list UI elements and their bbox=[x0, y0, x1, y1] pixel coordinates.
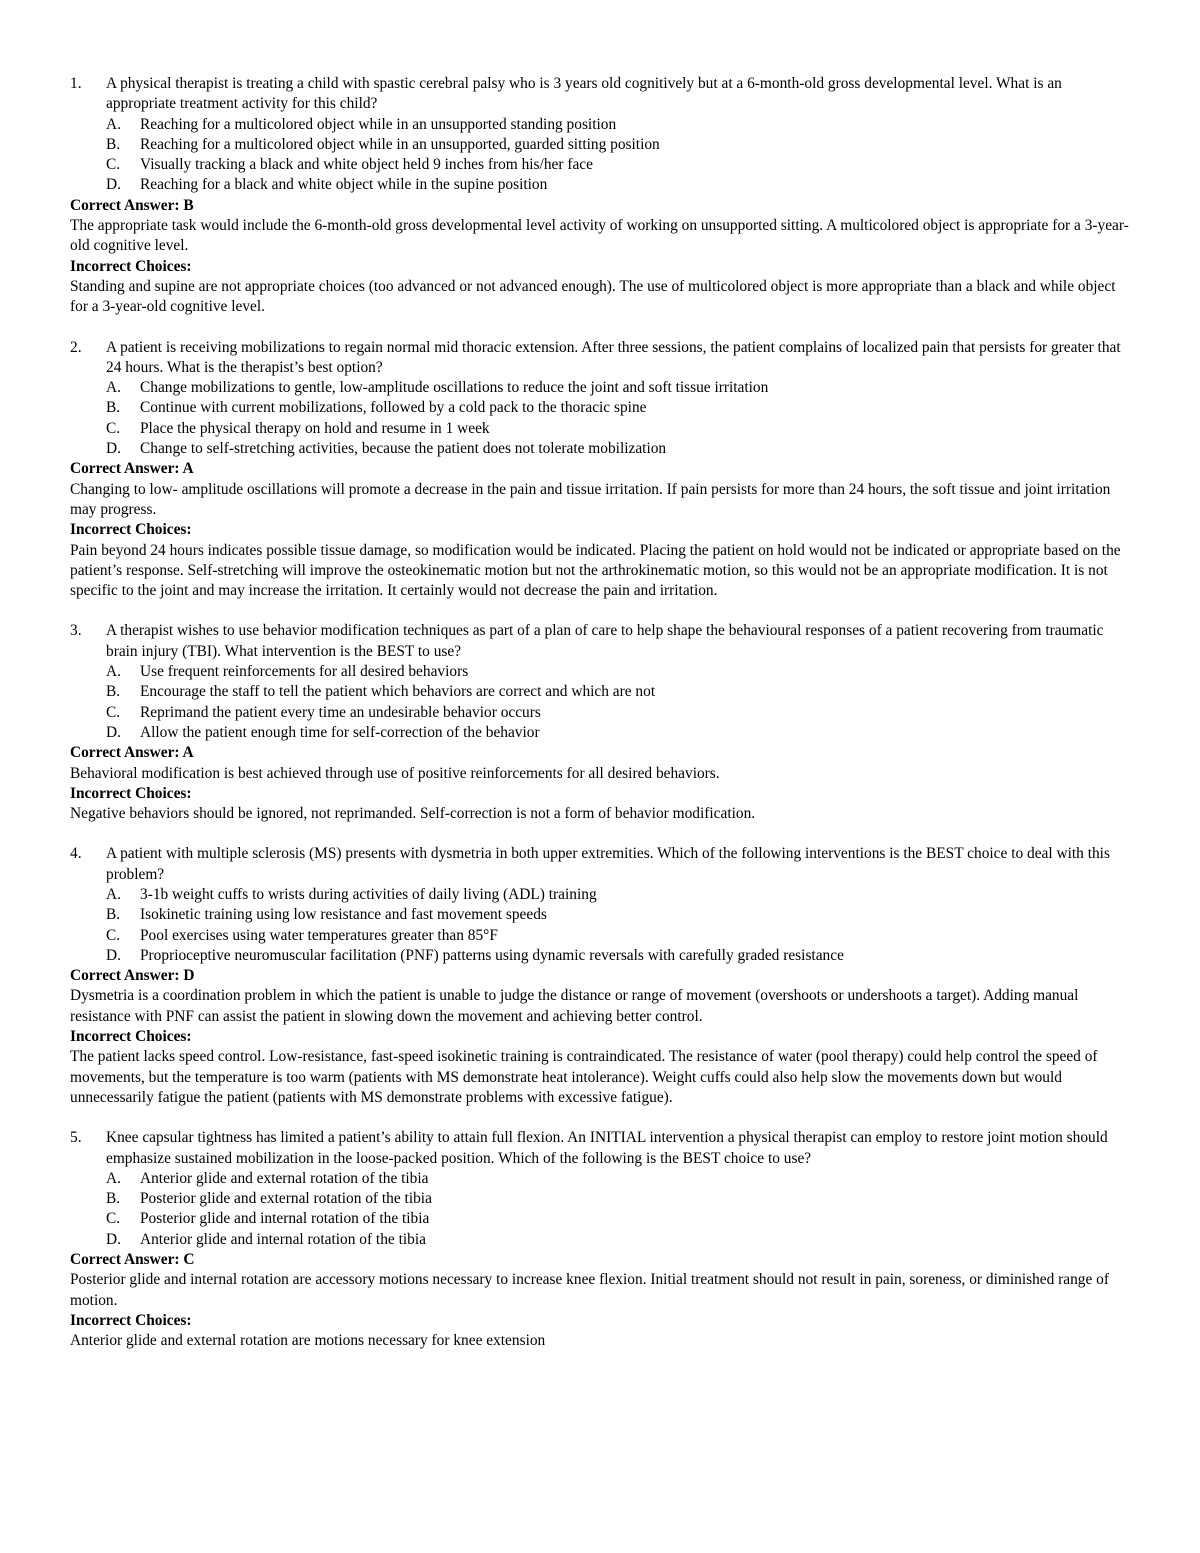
correct-answer-label: Correct Answer: A bbox=[70, 460, 194, 478]
option-letter: D. bbox=[106, 176, 121, 194]
option-c bbox=[106, 419, 1132, 439]
option-text: Reaching for a black and white object while in the supine position bbox=[140, 176, 548, 194]
explanation-text: Posterior glide and internal rotation are accessory motions necessary to increase knee flexion. Initial treatment should not result in pain, soreness, or diminished range of motion. bbox=[70, 1271, 1109, 1309]
option-letter: B. bbox=[106, 399, 121, 417]
option-letter: B. bbox=[106, 906, 121, 924]
option-a bbox=[106, 115, 1132, 135]
option-d bbox=[106, 1230, 1132, 1250]
option-b bbox=[106, 398, 1132, 418]
option-letter: D. bbox=[106, 723, 121, 741]
option-text: Reprimand the patient every time an undesirable behavior occurs bbox=[140, 703, 541, 721]
option-text: Posterior glide and internal rotation of the tibia bbox=[140, 1210, 430, 1228]
incorrect-choices-text: Standing and supine are not appropriate choices (too advanced or not advanced enough). The use of multicolored object is more appropriate than a black and while object for a 3-year-old cognitive level. bbox=[70, 277, 1116, 316]
option-text: Encourage the staff to tell the patient which behaviors are correct and which are not bbox=[140, 683, 656, 701]
option-text: Change to self-stretching activities, because the patient does not tolerate mobilization bbox=[140, 440, 667, 458]
incorrect-choices-label: Incorrect Choices: bbox=[70, 1311, 192, 1329]
option-text: 3-1b weight cuffs to wrists during activities of daily living (ADL) training bbox=[140, 885, 597, 903]
option-a bbox=[106, 378, 1132, 398]
option-text: Posterior glide and external rotation of the tibia bbox=[140, 1190, 432, 1208]
correct-answer-label: Correct Answer: A bbox=[70, 744, 194, 762]
question-stem bbox=[70, 844, 1132, 885]
question-5 bbox=[70, 1128, 1132, 1351]
incorrect-choices-text: The patient lacks speed control. Low-resistance, fast-speed isokinetic training is contraindicated. The resistance of water (pool therapy) could help control the speed of movements, but the temperature is too warm (patients with MS demonstrate heat intolerance). Weight cuffs could also help slow the movements down but would unnecessarily fatigue the patient (patients with MS demonstrate problems with excessive fatigue). bbox=[70, 1048, 1098, 1106]
option-text: Pool exercises using water temperatures greater than 85°F bbox=[140, 926, 498, 944]
question-number: 2. bbox=[70, 338, 82, 356]
explanation-text: Dysmetria is a coordination problem in which the patient is unable to judge the distance or range of movement (overshoots or undershoots a target). Adding manual resistance with PNF can assist the patient in slowing down the movement and achieving better control. bbox=[70, 987, 1079, 1025]
option-c bbox=[106, 1209, 1132, 1229]
explanation-text: Changing to low- amplitude oscillations will promote a decrease in the pain and tissue irritation. If pain persists for more than 24 hours, the soft tissue and joint irritation may progress. bbox=[70, 480, 1111, 518]
option-letter: D. bbox=[106, 946, 121, 964]
question-text: Knee capsular tightness has limited a patient’s ability to attain full flexion. An INITIAL intervention a physical therapist can employ to restore joint motion should emphasize sustained mobilization in the loose-packed position. Which of the following is the BEST choice to use? bbox=[106, 1129, 1108, 1167]
incorrect-choices-label: Incorrect Choices: bbox=[70, 784, 192, 802]
incorrect-choices-label: Incorrect Choices: bbox=[70, 257, 192, 275]
option-letter: D. bbox=[106, 440, 121, 458]
question-text: A patient with multiple sclerosis (MS) presents with dysmetria in both upper extremities. Which of the following interventions is the BEST choice to deal with this problem? bbox=[106, 845, 1110, 883]
option-letter: C. bbox=[106, 926, 121, 944]
option-letter: C. bbox=[106, 419, 121, 437]
question-stem bbox=[70, 1128, 1132, 1169]
option-text: Isokinetic training using low resistance and fast movement speeds bbox=[140, 906, 547, 924]
question-number: 1. bbox=[70, 75, 82, 92]
question-number: 3. bbox=[70, 622, 82, 640]
option-b bbox=[106, 135, 1132, 155]
option-text: Use frequent reinforcements for all desired behaviors bbox=[140, 663, 469, 681]
option-letter: B. bbox=[106, 683, 121, 701]
question-3 bbox=[70, 621, 1132, 824]
option-text: Anterior glide and internal rotation of the tibia bbox=[140, 1230, 426, 1248]
option-letter: D. bbox=[106, 1230, 121, 1248]
option-text: Proprioceptive neuromuscular facilitation (PNF) patterns using dynamic reversals with carefully graded resistance bbox=[140, 946, 844, 964]
correct-answer-label: Correct Answer: B bbox=[70, 196, 194, 214]
question-text: A therapist wishes to use behavior modification techniques as part of a plan of care to help shape the behavioural responses of a patient recovering from traumatic brain injury (TBI). What intervention is the BEST to use? bbox=[106, 622, 1104, 660]
question-1 bbox=[70, 74, 1132, 318]
explanation-text: The appropriate task would include the 6-month-old gross developmental level activity of working on unsupported sitting. A multicolored object is appropriate for a 3-year-old cognitive level. bbox=[70, 217, 1129, 255]
option-text: Change mobilizations to gentle, low-amplitude oscillations to reduce the joint and soft tissue irritation bbox=[140, 379, 769, 397]
incorrect-choices-text: Anterior glide and external rotation are motions necessary for knee extension bbox=[70, 1332, 546, 1350]
option-letter: A. bbox=[106, 1169, 121, 1187]
option-c bbox=[106, 155, 1132, 175]
answer-options bbox=[70, 1169, 1132, 1250]
option-b bbox=[106, 905, 1132, 925]
option-d bbox=[106, 723, 1132, 743]
option-text: Anterior glide and external rotation of the tibia bbox=[140, 1169, 429, 1187]
option-letter: B. bbox=[106, 1190, 121, 1208]
option-letter: C. bbox=[106, 703, 121, 721]
incorrect-choices-label: Incorrect Choices: bbox=[70, 521, 192, 539]
question-4 bbox=[70, 844, 1132, 1108]
option-text: Visually tracking a black and white object held 9 inches from his/her face bbox=[140, 156, 593, 174]
option-c bbox=[106, 926, 1132, 946]
question-text: A patient is receiving mobilizations to regain normal mid thoracic extension. After three sessions, the patient complains of localized pain that persists for greater that 24 hours. What is the therapist’s best option? bbox=[106, 338, 1121, 376]
option-text: Allow the patient enough time for self-correction of the behavior bbox=[140, 723, 540, 741]
option-text: Reaching for a multicolored object while in an unsupported, guarded sitting position bbox=[140, 135, 660, 153]
option-text: Reaching for a multicolored object while in an unsupported standing position bbox=[140, 115, 617, 133]
option-a bbox=[106, 662, 1132, 682]
option-d bbox=[106, 439, 1132, 459]
option-a bbox=[106, 1169, 1132, 1189]
explanation-text: Behavioral modification is best achieved through use of positive reinforcements for all desired behaviors. bbox=[70, 764, 720, 782]
option-b bbox=[106, 682, 1132, 702]
correct-answer-label: Correct Answer: D bbox=[70, 967, 195, 985]
question-2 bbox=[70, 338, 1132, 602]
option-text: Continue with current mobilizations, followed by a cold pack to the thoracic spine bbox=[140, 399, 647, 417]
question-text: A physical therapist is treating a child with spastic cerebral palsy who is 3 years old cognitively but at a 6-month-old gross developmental level. What is an appropriate treatment activity for this child? bbox=[106, 75, 1062, 113]
option-letter: B. bbox=[106, 135, 121, 153]
option-a bbox=[106, 885, 1132, 905]
option-d bbox=[106, 946, 1132, 966]
answer-options bbox=[70, 662, 1132, 743]
option-b bbox=[106, 1189, 1132, 1209]
option-letter: A. bbox=[106, 885, 121, 903]
option-letter: A. bbox=[106, 115, 121, 133]
question-stem bbox=[70, 74, 1132, 115]
option-letter: C. bbox=[106, 1210, 121, 1228]
question-stem bbox=[70, 338, 1132, 379]
answer-options bbox=[70, 378, 1132, 459]
incorrect-choices-text: Negative behaviors should be ignored, not reprimanded. Self-correction is not a form of behavior modification. bbox=[70, 805, 756, 823]
option-letter: C. bbox=[106, 156, 121, 174]
incorrect-choices-text: Pain beyond 24 hours indicates possible tissue damage, so modification would be indicated. Placing the patient on hold would not be indicated or appropriate based on the patient’s response. Self-stretching will improve the osteokinematic motion but not the arthrokinematic motion, so this would not be an appropriate modification. It is not specific to the joint and may increase the irritation. It certainly would not decrease the pain and irritation. bbox=[70, 541, 1121, 600]
incorrect-choices-label: Incorrect Choices: bbox=[70, 1028, 192, 1046]
option-text: Place the physical therapy on hold and resume in 1 week bbox=[140, 419, 490, 437]
option-letter: A. bbox=[106, 663, 121, 681]
option-c bbox=[106, 703, 1132, 723]
correct-answer-label: Correct Answer: C bbox=[70, 1251, 195, 1269]
answer-options bbox=[70, 885, 1132, 966]
question-number: 5. bbox=[70, 1129, 82, 1147]
option-letter: A. bbox=[106, 379, 121, 397]
answer-options bbox=[70, 115, 1132, 196]
option-d bbox=[106, 175, 1132, 195]
question-number: 4. bbox=[70, 845, 82, 863]
question-stem bbox=[70, 621, 1132, 662]
